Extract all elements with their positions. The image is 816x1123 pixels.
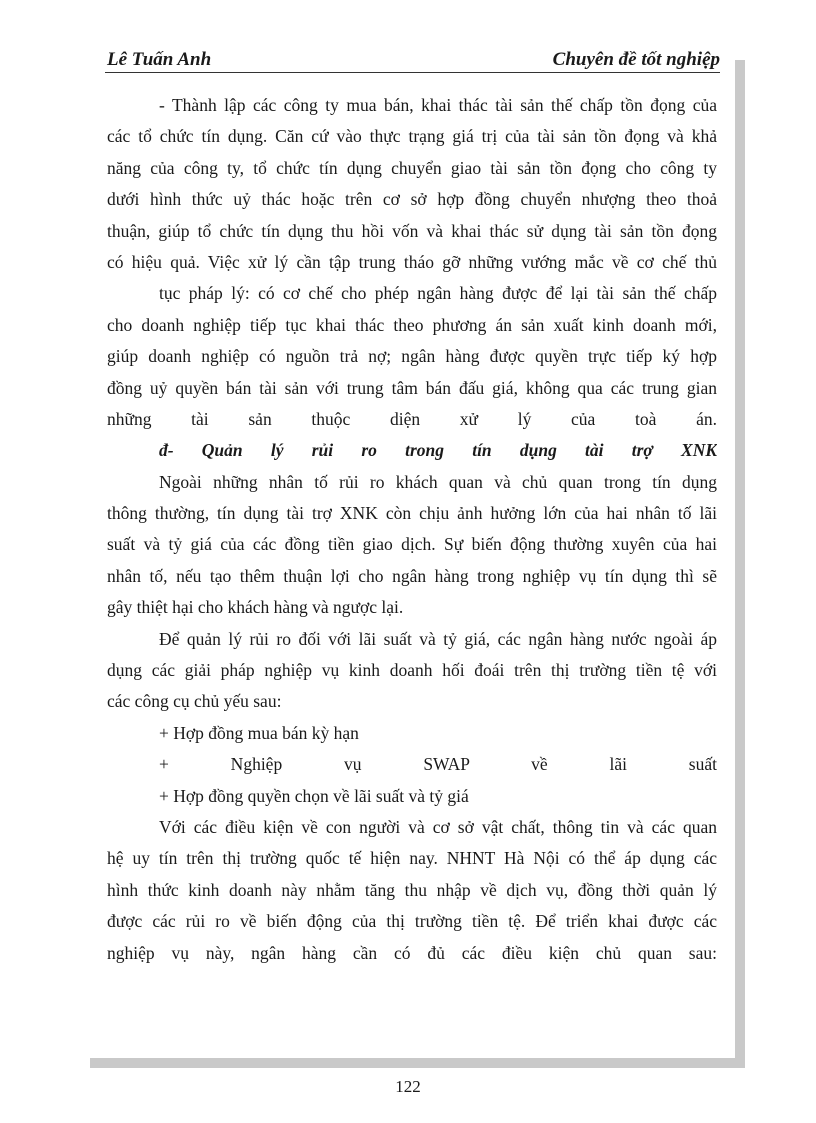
text-line: đồng uỷ quyền bán tài sản với trung tâm bán đấu giá, không qua các trung gian [107,377,717,398]
list-item: + Hợp đồng quyền chọn về lãi suất và tỷ giá [159,785,469,806]
text-line: hình thức kinh doanh này nhằm tăng thu nhập về dịch vụ, đồng thời quản lý [107,879,717,900]
text-line: nhân tố, nếu tạo thêm thuận lợi cho ngân hàng trong nghiệp vụ tín dụng thì sẽ [107,565,717,586]
list-item: + Nghiệp vụ SWAP về lãi suất [159,754,717,775]
text-line: thuận, giúp tổ chức tín dụng thu hồi vốn và khai thác sử dụng tài sản tồn đọng [107,220,717,241]
page-shadow-right [735,60,745,1060]
list-item: + Hợp đồng mua bán kỳ hạn [159,722,359,743]
page-shadow-bottom [90,1058,745,1068]
text-line: - Thành lập các công ty mua bán, khai thác tài sản thế chấp tồn đọng của [159,95,717,115]
text-line: giúp doanh nghiệp có nguồn trả nợ; ngân hàng được quyền trực tiếp ký hợp [107,346,717,367]
text-line: Ngoài những nhân tố rủi ro khách quan và chủ quan trong tín dụng [159,471,717,492]
text-line: dưới hình thức uỷ thác hoặc trên cơ sở hợp đồng chuyển nhượng theo thoả [107,189,717,210]
text-line: gây thiệt hại cho khách hàng và ngược lại. [107,597,404,618]
text-line: Để quản lý rủi ro đối với lãi suất và tỷ giá, các ngân hàng nước ngoài áp [159,628,717,649]
text-line: dụng các giải pháp nghiệp vụ kinh doanh hối đoái trên thị trường tiền tệ với [107,660,717,681]
text-line: các tổ chức tín dụng. Căn cứ vào thực trạng giá trị của tài sản tồn đọng và khả [107,126,717,147]
text-line: tục pháp lý: có cơ chế cho phép ngân hàng được để lại tài sản thế chấp [159,283,717,304]
text-line: Với các điều kiện về con người và cơ sở vật chất, thông tin và các quan [159,816,717,837]
section-heading: đ- Quản lý rủi ro trong tín dụng tài trợ XNK [159,440,717,461]
text-line: những tài sản thuộc diện xử lý của toà án. [107,408,717,429]
header-rule [105,72,720,73]
text-line: nghiệp vụ này, ngân hàng cần có đủ các điều kiện chủ quan sau: [107,942,717,963]
document-body [107,90,717,969]
text-line: suất và tỷ giá của các đồng tiền giao dịch. Sự biến động thường xuyên của hai [107,534,717,555]
page-number: 122 [395,1077,421,1096]
text-line: các công cụ chủ yếu sau: [107,691,282,712]
text-line: cho doanh nghiệp tiếp tục khai thác theo phương án sản xuất kinh doanh mới, [107,314,717,335]
header-title: Chuyên đề tốt nghiệp [552,49,720,70]
text-line: có hiệu quả. Việc xử lý cần tập trung tháo gỡ những vướng mắc về cơ chế thủ [107,251,717,272]
text-line: năng của công ty, tổ chức tín dụng chuyển giao tài sản tồn đọng cho công ty [107,157,717,178]
text-line: được các rủi ro về biến động của thị trường tiền tệ. Để triển khai được các [107,911,717,932]
text-line: thông thường, tín dụng tài trợ XNK còn chịu ảnh hưởng lớn của hai nhân tố lãi [107,503,717,524]
header-author: Lê Tuấn Anh [107,49,212,70]
text-line: hệ uy tín trên thị trường quốc tế hiện nay. NHNT Hà Nội có thể áp dụng các [107,848,717,869]
